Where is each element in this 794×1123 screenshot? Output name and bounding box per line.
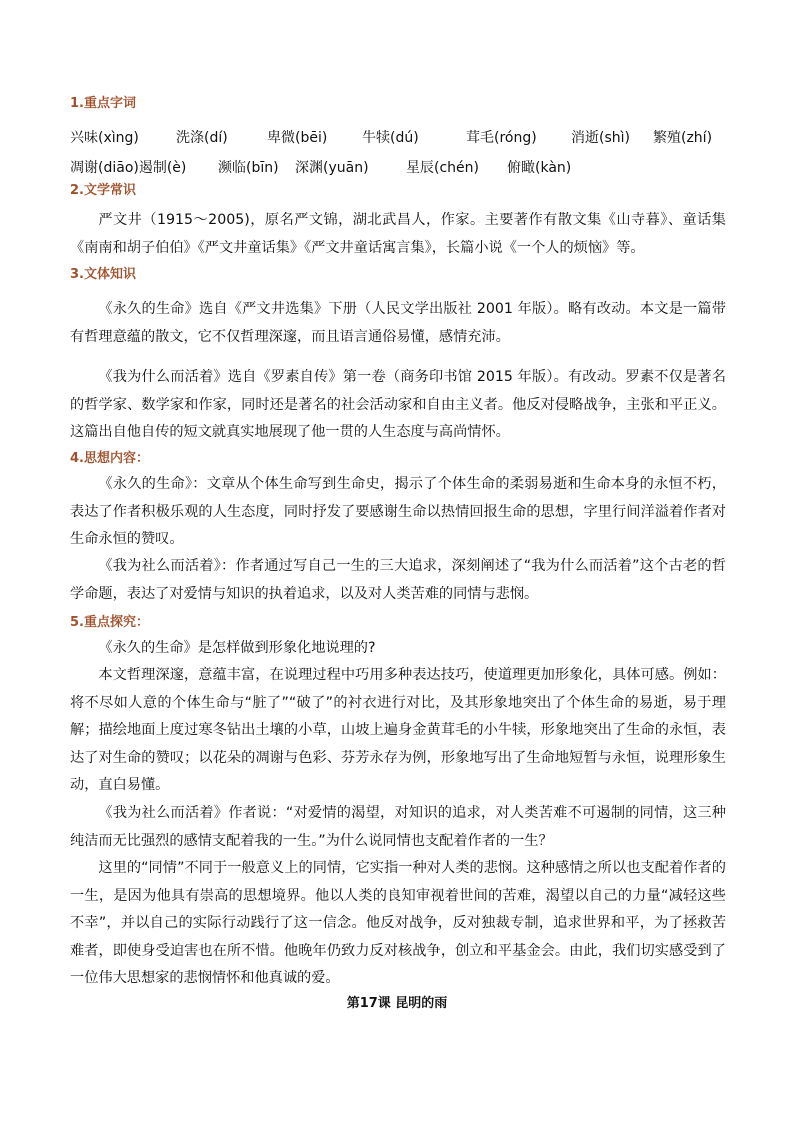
vocab-item: 卑微(bēi)	[267, 130, 328, 146]
section-heading-key-words: 1.重点字词	[70, 96, 136, 111]
vocab-item: 兴味(xìng)	[70, 130, 139, 146]
vocab-item: 茸毛(róng)	[466, 130, 537, 146]
ideas-paragraph-1: 《永久的生命》：文章从个体生命写到生命史，揭示了个体生命的柔弱易逝和生命本身的永恒不朽，表达了作者积极乐观的人生态度，同时抒发了要感谢生命以热情回报生命的思想，字里行间洋溢着作者对生命永恒的赞叹。	[70, 476, 726, 547]
vocab-item: 消逝(shì)	[571, 130, 630, 146]
vocab-item: 繁殖(zhí)	[653, 130, 713, 146]
inquiry-question-1: 《永久的生命》是怎样做到形象化地说理的?	[98, 640, 376, 656]
vocab-item: 牛犊(dú)	[362, 130, 419, 146]
vocab-item: 濒临(bīn)	[218, 160, 279, 176]
genre-paragraph-2: 《我为什么而活着》选自《罗素自传》第一卷（商务印书馆 2015 年版）。有改动。罗素不仅是著名的哲学家、数学家和作家，同时还是著名的社会活动家和自由主义者。他反对侵略战争，主张和平正义。这篇出自他自传的短文就真实地展现了他一贯的人生态度与高尚情怀。	[70, 369, 726, 440]
vocab-line-1	[70, 125, 730, 151]
vocab-item: 洗涤(dí)	[176, 130, 228, 146]
section-heading-ideas: 4.思想内容：	[70, 451, 149, 466]
vocab-item: 凋谢(diāo)遏制(è)	[70, 160, 187, 176]
vocab-item: 俯瞰(kàn)	[507, 160, 572, 176]
inquiry-answer-1: 本文哲理深邃，意蕴丰富，在说理过程中巧用多种表达技巧，使道理更加形象化，具体可感。例如：将不尽如人意的个体生命与“脏了”“破了”的衬衣进行对比，及其形象地突出了个体生命的易逝，易于理解；描绘地面上度过寒冬钻出土壤的小草，山坡上遍身金黄茸毛的小牛犊，形象地突出了生命的永恒，表达了对生命的赞叹；以花朵的凋谢与色彩、芬芳永存为例，形象地写出了生命地短暂与永恒，说理形象生动，直白易懂。	[70, 667, 726, 793]
lesson-title: 第17课 昆明的雨	[346, 996, 448, 1011]
vocab-item: 深渊(yuān)	[295, 160, 369, 176]
genre-paragraph-1: 《永久的生命》选自《严文井选集》下册（人民文学出版社 2001 年版）。略有改动。本文是一篇带有哲理意蕴的散文，它不仅哲理深邃，而且语言通俗易懂，感情充沛。	[70, 301, 726, 345]
inquiry-answer-2: 这里的“同情”不同于一般意义上的同情，它实指一种对人类的悲悯。这种感情之所以也支配着作者的一生，是因为他具有崇高的思想境界。他以人类的良知审视着世间的苦难，渴望以自己的力量“减轻这些不幸”，并以自己的实际行动践行了这一信念。他反对战争，反对独裁专制，追求世界和平，为了拯救苦难者，即使身受迫害也在所不惜。他晚年仍致力反对核战争，创立和平基金会。由此，我们切实感受到了一位伟大思想家的悲悯情怀和他真诚的爱。	[70, 860, 726, 986]
ideas-paragraph-2: 《我为社么而活着》：作者通过写自己一生的三大追求，深刻阐述了“我为什么而活着”这个古老的哲学命题，表达了对爱情与知识的执着追求，以及对人类苦难的同情与悲悯。	[70, 558, 726, 602]
literature-paragraph: 严文井（1915～2005)，原名严文锦，湖北武昌人，作家。主要著作有散文集《山寺暮》、童话集《南南和胡子伯伯》《严文井童话集》《严文井童话寓言集》，长篇小说《一个人的烦恼》等。	[70, 212, 726, 256]
vocab-line-2	[70, 155, 730, 181]
inquiry-question-2: 《我为社么而活着》作者说：“对爱情的渴望，对知识的追求，对人类苦难不可遏制的同情，这三种纯洁而无比强烈的感情支配着我的一生。”为什么说同情也支配着作者的一生？	[70, 805, 726, 849]
section-heading-literature: 2.文学常识	[70, 183, 136, 198]
section-heading-inquiry: 5.重点探究：	[70, 615, 149, 630]
vocab-item: 星辰(chén)	[406, 160, 479, 176]
section-heading-genre: 3.文体知识	[70, 267, 136, 282]
